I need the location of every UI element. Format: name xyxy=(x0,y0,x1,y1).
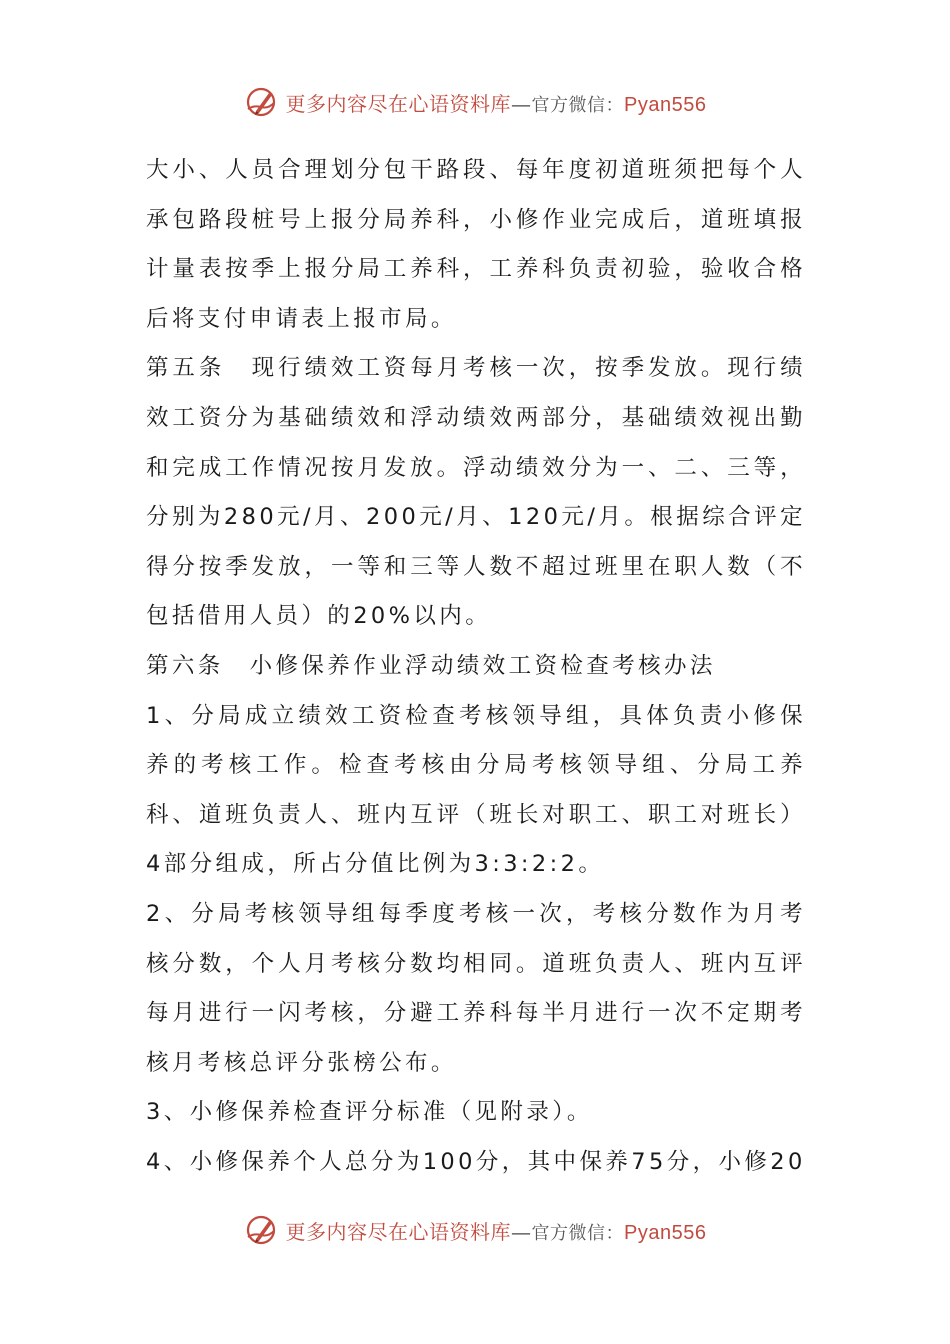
header-watermark-text xyxy=(286,88,707,117)
footer-wechat-label: 官方微信： xyxy=(531,1222,625,1244)
paragraph: 1、分局成立绩效工资检查考核领导组，具体负责小修保养的考核工作。检查考核由分局考核领导组、分局工养科、道班负责人、班内互评（班长对职工、职工对班长）4部分组成，所占分值比例为3:3:2:2。 xyxy=(146,702,806,878)
footer-watermark xyxy=(0,1210,950,1250)
footer-brand: 更多内容尽在心语资料库 xyxy=(285,1219,512,1244)
section-heading: 第六条 小修保养作业浮动绩效工资检查考核办法 xyxy=(146,652,716,679)
pen-circle-logo-icon xyxy=(244,85,278,119)
header-brand: 更多内容尽在心语资料库 xyxy=(285,91,512,116)
footer-watermark-text xyxy=(286,1216,707,1245)
header-dash: — xyxy=(511,91,532,116)
header-watermark xyxy=(0,82,950,122)
paragraph: 2、分局考核领导组每季度考核一次，考核分数作为月考核分数，个人月考核分数均相同。道班负责人、班内互评每月进行一闪考核，分避工养科每半月进行一次不定期考核月考核总评分张榜公布。 xyxy=(146,900,806,1076)
document-body xyxy=(146,146,806,1187)
paragraph: 第五条 现行绩效工资每月考核一次，按季发放。现行绩效工资分为基础绩效和浮动绩效两部分，基础绩效视出勤和完成工作情况按月发放。浮动绩效分为一、二、三等，分别为280元/月、200元/月、120元/月。根据综合评定得分按季发放，一等和三等人数不超过班里在职人数（不包括借用人员）的20%以内。 xyxy=(146,355,806,630)
paragraph: 4、小修保养个人总分为100分，其中保养75分，小修20 xyxy=(146,1148,806,1175)
footer-wechat-id: Pyan556 xyxy=(624,1221,707,1244)
paragraph: 3、小修保养检查评分标准（见附录）。 xyxy=(146,1099,593,1126)
paragraph: 大小、人员合理划分包干路段、每年度初道班须把每个人承包路段桩号上报分局养科，小修作业完成后，道班填报计量表按季上报分局工养科，工养科负责初验，验收合格后将支付申请表上报市局。 xyxy=(146,157,806,332)
pen-circle-logo-icon xyxy=(244,1213,278,1247)
header-wechat-id: Pyan556 xyxy=(624,93,707,116)
header-wechat-label: 官方微信： xyxy=(531,94,625,116)
footer-dash: — xyxy=(511,1219,532,1244)
